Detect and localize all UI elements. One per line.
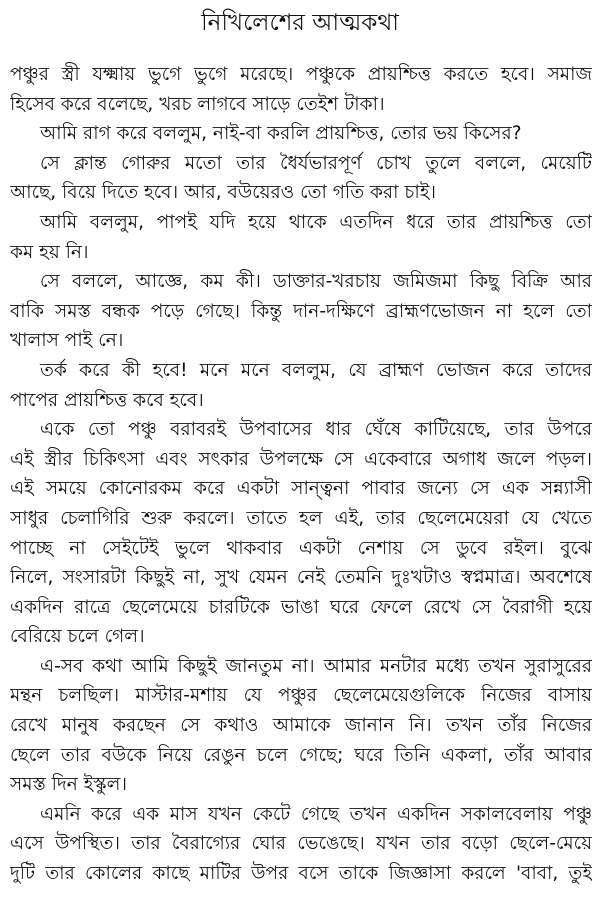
text-line: একদিন রাত্রে ছেলেমেয়ে চারটিকে ভাঙা ঘরে ফেলে রেখে সে বৈরাগী হয়ে xyxy=(10,596,592,618)
page-body xyxy=(10,60,592,889)
text-line: দুটি তার কোলের কাছে মাটির উপর বসে তাকে জিজ্ঞাসা করলে 'বাবা, তুই xyxy=(10,863,592,885)
paragraph xyxy=(10,60,592,119)
chapter-title: নিখিলেশের আত্মকথা xyxy=(201,10,399,36)
text-line: সমস্ত দিন ইস্কুল। xyxy=(10,774,127,796)
text-line: আমি রাগ করে বললুম, নাই-বা করলি প্রায়শ্চিত্ত, তোর ভয় কিসের? xyxy=(40,123,522,145)
text-line: একে তো পঞ্চু বরাবরই উপবাসের ধার ঘেঁষে কাটিয়েছে, তার উপরে xyxy=(40,419,592,441)
text-line: তর্ক করে কী হবে! মনে মনে বললুম, যে ব্রাহ্মণ ভোজন করে তাদের xyxy=(40,359,592,381)
text-line: ছেলে তার বউকে নিয়ে রেঙুন চলে গেছে; ঘরে তিনি একলা, তাঁর আবার xyxy=(10,744,592,766)
text-line: বেরিয়ে চলে গেল। xyxy=(10,626,145,648)
paragraph xyxy=(10,415,592,652)
paragraph xyxy=(10,800,592,889)
text-line: নিলে, সংসারটা কিছুই না, সুখ যেমন নেই তেমনি দুঃখটাও স্বপ্নমাত্র। অবশেষে xyxy=(10,567,592,589)
text-line: বাকি সমস্ত বন্ধক পড়ে গেছে। কিন্তু দান-দক্ষিণে ব্রাহ্মণভোজন না হলে তো xyxy=(10,300,592,322)
text-line: কম হয় নি। xyxy=(10,241,89,263)
paragraph xyxy=(10,208,592,267)
paragraph xyxy=(10,149,592,208)
text-line: খালাস পাই নে। xyxy=(10,330,124,352)
paragraph xyxy=(10,267,592,356)
text-line: সাধুর চেলাগিরি শুরু করলে। তাতে হল এই, তার ছেলেমেয়েরা যে খেতে xyxy=(10,507,592,529)
text-line: পাচ্ছে না সেইটেই ভুলে থাকবার একটা নেশায় সে ডুবে রইল। বুঝে xyxy=(10,537,592,559)
text-line: রেখে মানুষ করছেন সে কথাও আমাকে জানান নি। তখন তাঁর নিজের xyxy=(10,715,592,737)
text-line: এই স্ত্রীর চিকিৎসা এবং সৎকার উপলক্ষে সে একেবারে অগাধ জলে পড়ল। xyxy=(10,448,592,470)
text-line: পঞ্চুর স্ত্রী যক্ষ্মায় ভুগে ভুগে মরেছে। পঞ্চুকে প্রায়শ্চিত্ত করতে হবে। সমাজ xyxy=(10,64,592,85)
paragraph xyxy=(10,356,592,415)
text-line: আমি বললুম, পাপই যদি হয়ে থাকে এতদিন ধরে তার প্রায়শ্চিত্ত তো xyxy=(40,211,592,233)
text-line: মন্থন চলছিল। মাস্টার-মশায় যে পঞ্চুর ছেলেমেয়েগুলিকে নিজের বাসায় xyxy=(10,685,592,707)
text-line: এ-সব কথা আমি কিছুই জানতুম না। আমার মনটার মধ্যে তখন সুরাসুরের xyxy=(40,655,592,677)
text-line: এমনি করে এক মাস যখন কেটে গেছে তখন একদিন সকালবেলায় পঞ্চু xyxy=(40,803,592,825)
text-line: আছে, বিয়ে দিতে হবে। আর, বউয়েরও তো গতি করা চাই। xyxy=(10,182,436,204)
text-line: এসে উপস্থিত। তার বৈরাগ্যের ঘোর ভেঙেছে। যখন তার বড়ো ছেলে-মেয়ে xyxy=(10,833,592,855)
paragraph xyxy=(10,119,592,149)
text-line: পাপের প্রায়শ্চিত্ত কবে হবে। xyxy=(10,389,204,411)
text-line: হিসেব করে বলেছে, খরচ লাগবে সাড়ে তেইশ টাকা। xyxy=(10,93,385,115)
text-line: সে ক্লান্ত গোরুর মতো তার ধৈর্যভারপূর্ণ চোখ তুলে বললে, মেয়েটি xyxy=(40,152,592,174)
paragraph xyxy=(10,652,592,800)
text-line: এই সময়ে কোনোরকম করে একটা সান্ত্বনা পাবার জন্যে সে এক সন্ন্যাসী xyxy=(10,478,592,500)
text-line: সে বললে, আজ্ঞে, কম কী। ডাক্তার-খরচায় জমিজমা কিছু বিক্রি আর xyxy=(40,271,592,293)
